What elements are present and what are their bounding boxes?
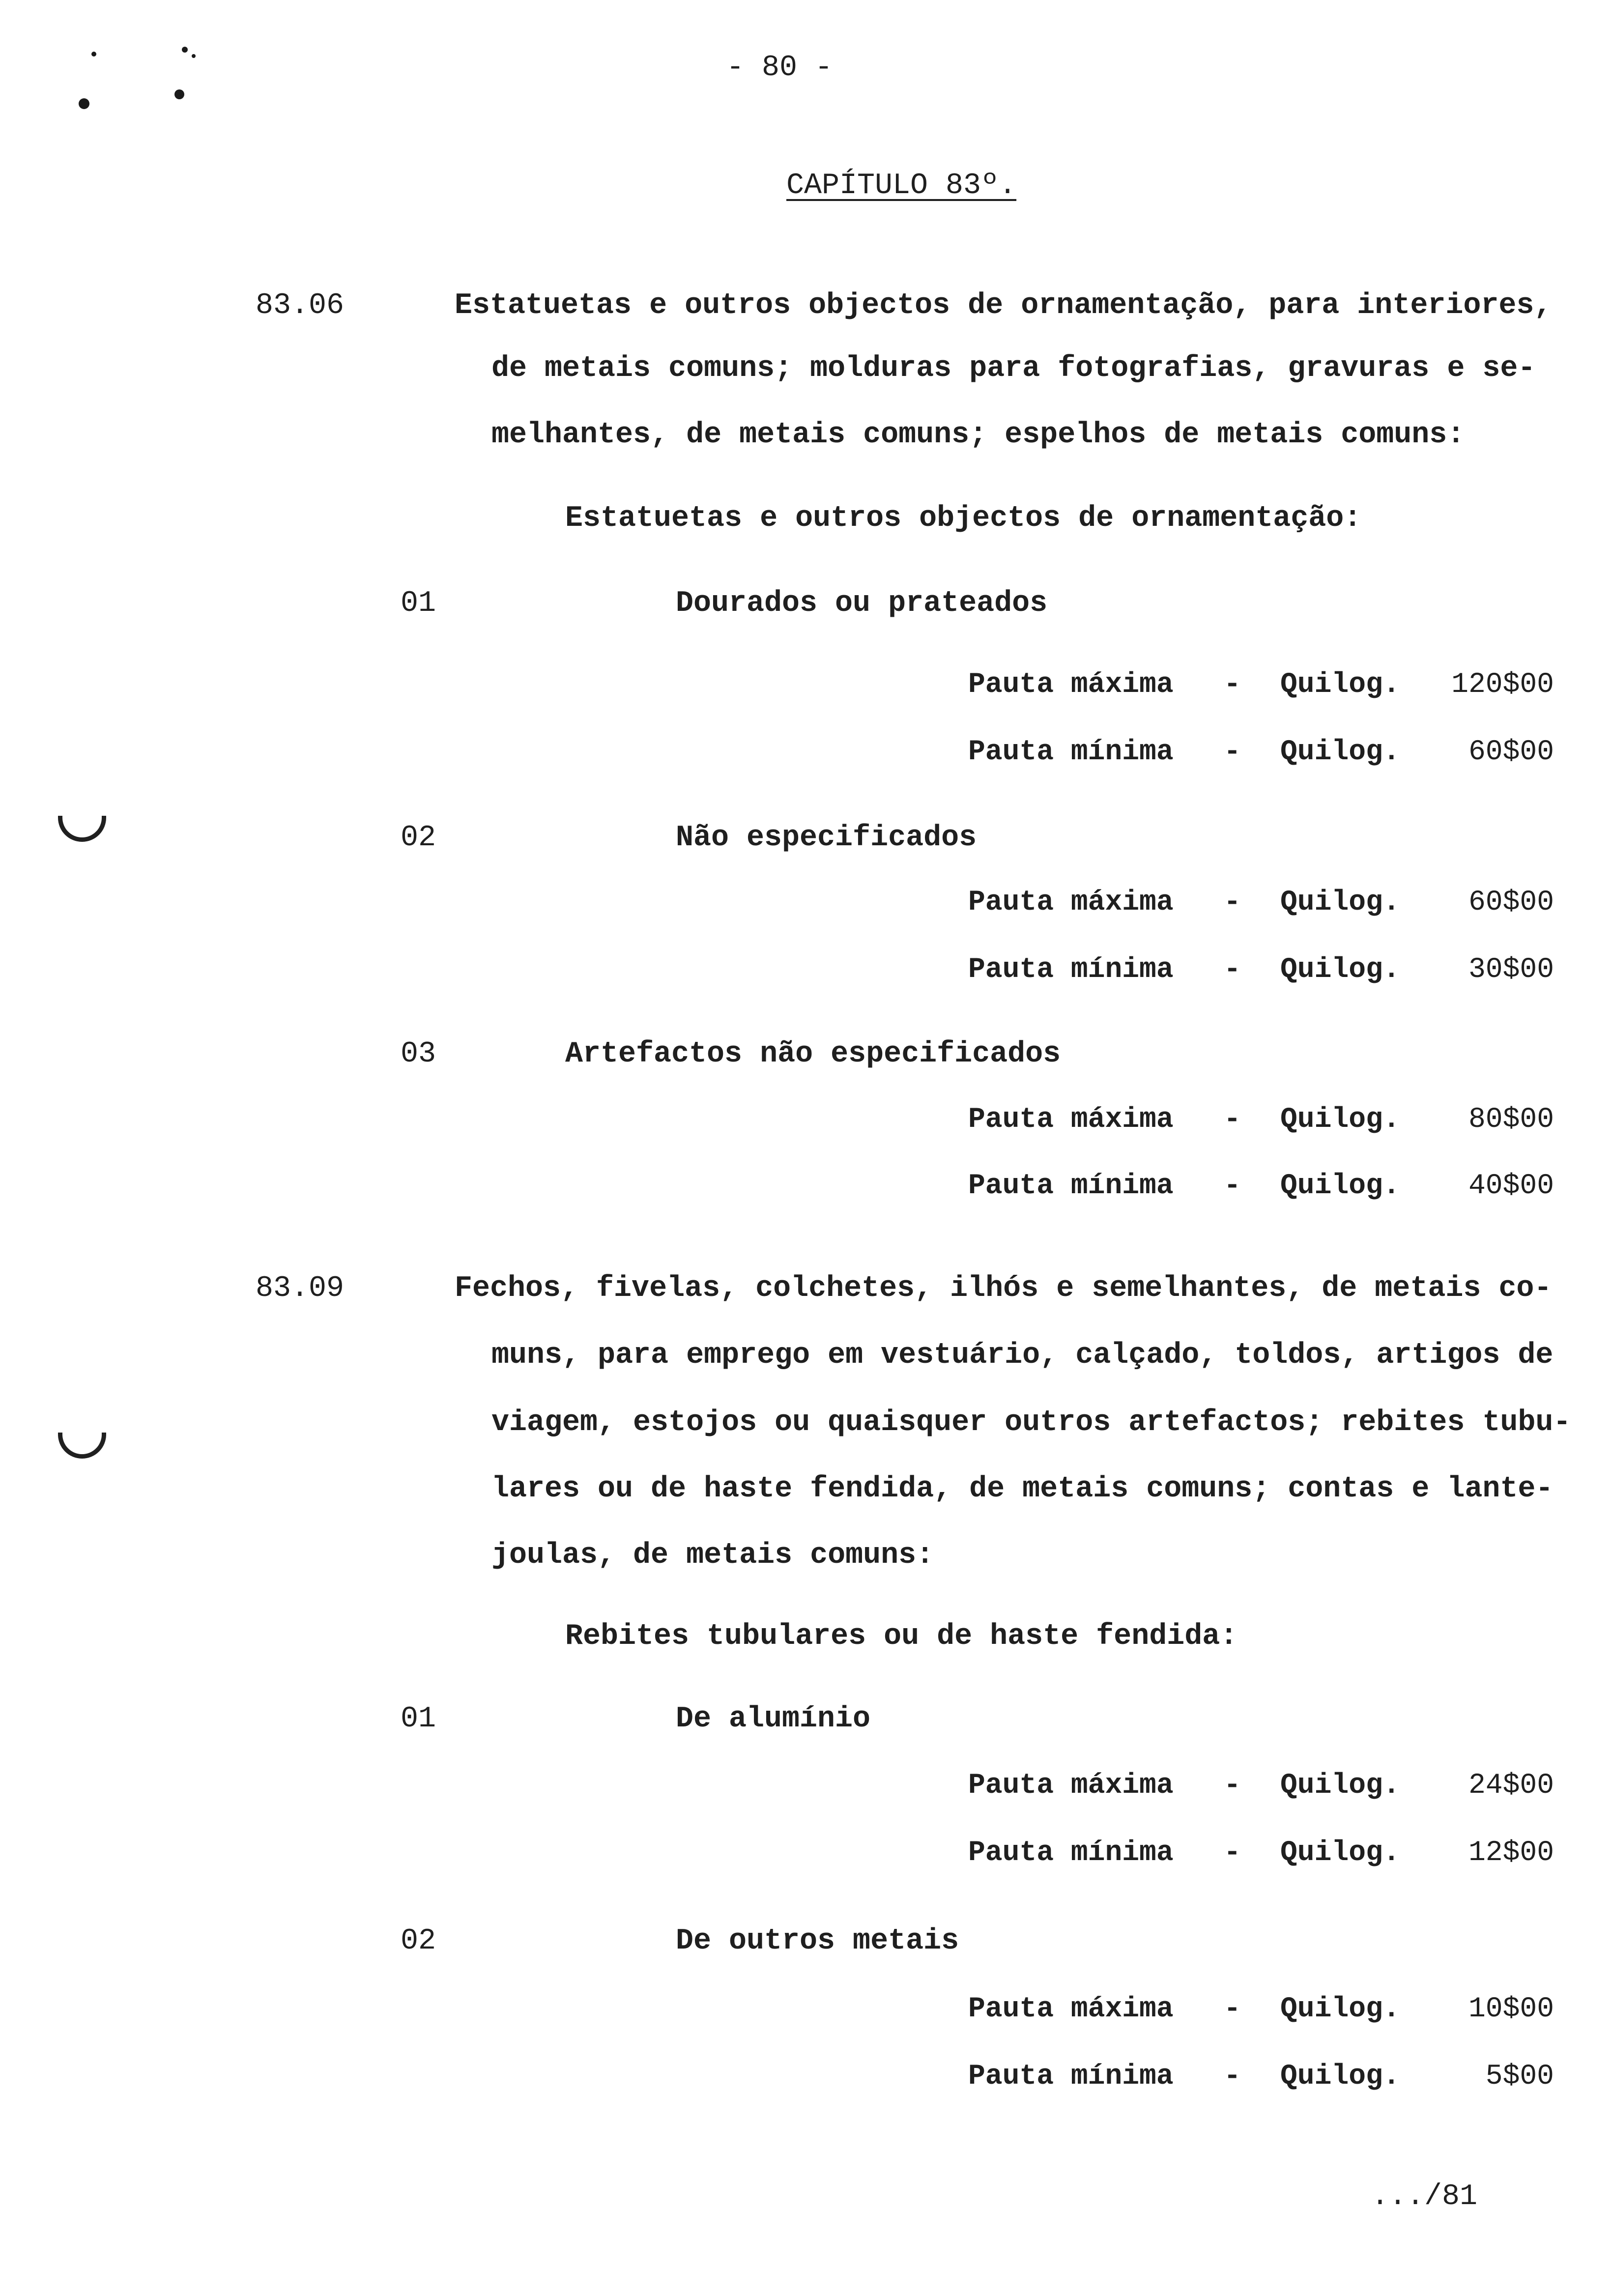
rate-min-label: Pauta mínima <box>968 954 1174 986</box>
rate-dash: - <box>1224 669 1241 701</box>
chapter-title: CAPÍTULO 83º. <box>786 169 1017 202</box>
rate-dash: - <box>1224 2061 1241 2093</box>
scan-speck <box>182 47 188 53</box>
rate-dash: - <box>1224 1770 1241 1802</box>
heading-description-line: muns, para emprego em vestuário, calçado, toldos, artigos de <box>491 1339 1554 1372</box>
scan-speck <box>91 52 96 57</box>
subheading: Estatuetas e outros objectos de ornamentação: <box>565 502 1362 535</box>
heading-code: 83.06 <box>256 289 345 322</box>
rate-unit: Quilog. <box>1280 887 1400 918</box>
rate-unit: Quilog. <box>1280 954 1400 986</box>
rate-unit: Quilog. <box>1280 1837 1400 1869</box>
rate-value: 24$00 <box>1468 1770 1554 1802</box>
heading-description-line: joulas, de metais comuns: <box>491 1539 934 1572</box>
scan-speck <box>79 98 89 109</box>
rate-min-label: Pauta mínima <box>968 1170 1174 1202</box>
heading-description-line: de metais comuns; molduras para fotografias, gravuras e se- <box>491 352 1536 385</box>
rate-unit: Quilog. <box>1280 1170 1400 1202</box>
rate-unit: Quilog. <box>1280 669 1400 701</box>
item-label: De alumínio <box>676 1702 871 1736</box>
heading-description-line: Fechos, fivelas, colchetes, ilhós e semelhantes, de metais co- <box>455 1272 1552 1305</box>
rate-min-label: Pauta mínima <box>968 1837 1174 1869</box>
continuation-marker: .../81 <box>1371 2180 1478 2213</box>
rate-value: 120$00 <box>1451 669 1554 701</box>
rate-dash: - <box>1224 954 1241 986</box>
scan-speck <box>192 54 196 58</box>
rate-unit: Quilog. <box>1280 2061 1400 2093</box>
rate-max-label: Pauta máxima <box>968 1993 1174 2025</box>
heading-code: 83.09 <box>256 1272 345 1305</box>
item-number: 02 <box>401 1924 436 1958</box>
rate-unit: Quilog. <box>1280 1104 1400 1136</box>
rate-dash: - <box>1224 887 1241 918</box>
heading-description-line: lares ou de haste fendida, de metais comuns; contas e lante- <box>491 1472 1554 1506</box>
rate-dash: - <box>1224 1104 1241 1136</box>
item-number: 03 <box>401 1037 436 1071</box>
rate-max-label: Pauta máxima <box>968 887 1174 918</box>
rate-min-label: Pauta mínima <box>968 2061 1174 2093</box>
rate-dash: - <box>1224 736 1241 768</box>
item-number: 01 <box>401 1702 436 1736</box>
scan-speck <box>174 89 184 99</box>
rate-value: 30$00 <box>1468 954 1554 986</box>
heading-description-line: viagem, estojos ou quaisquer outros artefactos; rebites tubu- <box>491 1406 1571 1439</box>
heading-description-line: Estatuetas e outros objectos de ornamentação, para interiores, <box>455 289 1552 322</box>
punch-hole-mark <box>58 816 106 842</box>
item-label: Não especificados <box>676 821 977 855</box>
rate-value: 60$00 <box>1468 887 1554 918</box>
rate-dash: - <box>1224 1993 1241 2025</box>
rate-max-label: Pauta máxima <box>968 669 1174 701</box>
rate-value: 80$00 <box>1468 1104 1554 1136</box>
rate-dash: - <box>1224 1837 1241 1869</box>
rate-dash: - <box>1224 1170 1241 1202</box>
item-number: 02 <box>401 821 436 855</box>
subheading: Rebites tubulares ou de haste fendida: <box>565 1620 1238 1653</box>
rate-unit: Quilog. <box>1280 736 1400 768</box>
rate-value: 5$00 <box>1485 2061 1554 2093</box>
rate-unit: Quilog. <box>1280 1770 1400 1802</box>
punch-hole-mark <box>58 1433 106 1459</box>
rate-unit: Quilog. <box>1280 1993 1400 2025</box>
rate-min-label: Pauta mínima <box>968 736 1174 768</box>
page-number: - 80 - <box>726 51 833 85</box>
item-number: 01 <box>401 587 436 620</box>
rate-max-label: Pauta máxima <box>968 1770 1174 1802</box>
rate-max-label: Pauta máxima <box>968 1104 1174 1136</box>
rate-value: 60$00 <box>1468 736 1554 768</box>
item-label: Artefactos não especificados <box>565 1037 1061 1071</box>
rate-value: 10$00 <box>1468 1993 1554 2025</box>
item-label: De outros metais <box>676 1924 959 1958</box>
item-label: Dourados ou prateados <box>676 587 1048 620</box>
heading-description-line: melhantes, de metais comuns; espelhos de metais comuns: <box>491 418 1465 452</box>
rate-value: 40$00 <box>1468 1170 1554 1202</box>
rate-value: 12$00 <box>1468 1837 1554 1869</box>
